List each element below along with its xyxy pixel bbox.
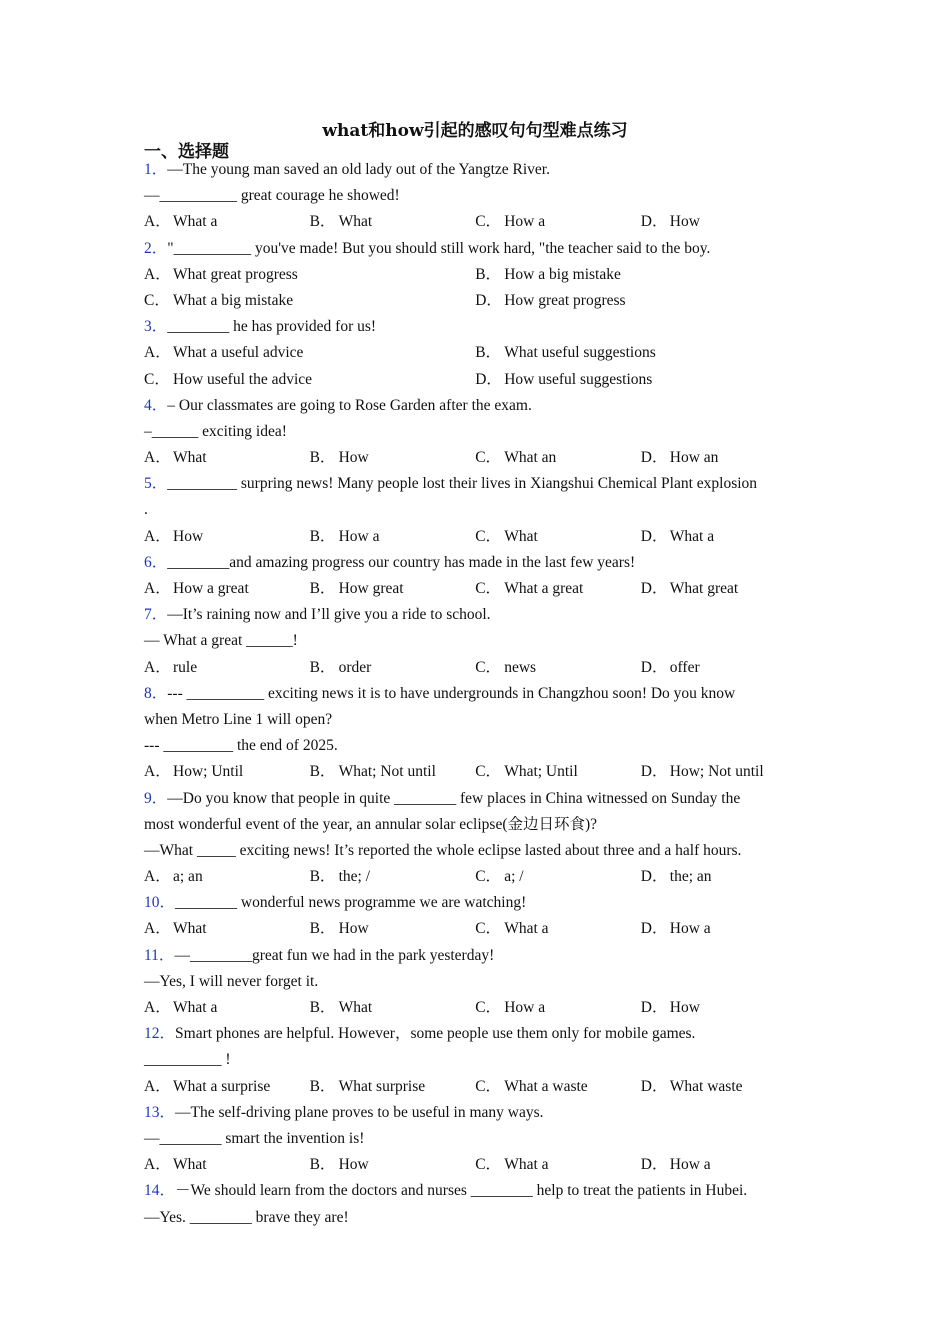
document-title: what和how引起的感叹句句型难点练习 (322, 121, 628, 141)
option-text: How a (669, 1156, 711, 1174)
options-row (144, 864, 814, 890)
option-label: C． (475, 920, 502, 938)
answer-option[interactable] (641, 864, 807, 890)
question-stem-line (144, 890, 814, 916)
answer-option[interactable] (641, 995, 807, 1021)
question-text: Smart phones are helpful. However，some people use them only for mobile games. (175, 1025, 696, 1043)
option-text: What a surprise (173, 1077, 271, 1095)
question-item (144, 471, 814, 550)
question-text: ________and amazing progress our country has made in the last few years! (167, 553, 636, 571)
option-label: B． (309, 1077, 336, 1095)
question-number: 10． (144, 894, 176, 912)
question-number: 3． (144, 318, 168, 336)
answer-option[interactable] (310, 1152, 476, 1178)
option-label: D． (475, 370, 502, 388)
option-text: What a (173, 213, 218, 231)
answer-option[interactable] (144, 655, 310, 681)
option-label: B． (309, 999, 336, 1016)
question-stem-line (144, 497, 814, 523)
option-text: How (338, 1156, 369, 1174)
answer-option[interactable] (475, 759, 641, 785)
option-label: B． (309, 763, 336, 781)
option-text: How; Not until (669, 763, 764, 781)
option-text: How a (338, 527, 380, 545)
answer-option[interactable] (475, 916, 641, 942)
question-text: —It’s raining now and I’ll give you a ride to school. (167, 606, 491, 624)
question-stem-line (144, 419, 814, 445)
question-number: 12． (144, 1025, 176, 1043)
option-label: C． (475, 527, 502, 545)
option-text: How useful the advice (173, 370, 313, 388)
option-label: C． (475, 868, 502, 886)
options-row (144, 262, 814, 288)
answer-option[interactable] (144, 1152, 310, 1178)
options-row (144, 1074, 814, 1100)
question-item (144, 890, 814, 942)
answer-option[interactable] (144, 288, 475, 314)
option-label: B． (309, 527, 336, 545)
answer-option[interactable] (475, 262, 806, 288)
question-text: —__________ great courage he showed! (144, 187, 400, 205)
question-stem-line (144, 183, 814, 209)
answer-option[interactable] (641, 209, 807, 235)
question-text: –______ exciting idea! (144, 422, 287, 440)
question-stem-line (144, 157, 814, 183)
option-text: How (338, 449, 369, 467)
question-item (144, 314, 814, 393)
option-text: How; Until (173, 763, 244, 781)
option-label: C． (475, 213, 502, 231)
answer-option[interactable] (475, 367, 806, 393)
option-label: B． (309, 580, 336, 597)
option-text: How a (504, 999, 546, 1016)
options-row (144, 367, 814, 393)
option-label: B． (309, 449, 336, 467)
options-row (144, 209, 814, 235)
option-text: the; / (338, 868, 371, 886)
option-text: How an (669, 449, 719, 467)
question-text: —Do you know that people in quite ________ few places in China witnessed on Sunday the (167, 789, 741, 807)
option-text: What (338, 999, 373, 1016)
option-label: B． (475, 265, 502, 283)
question-text: --- __________ exciting news it is to have undergrounds in Changzhou soon! Do you know (167, 684, 736, 702)
option-text: How a (504, 213, 546, 231)
option-label: D． (640, 1077, 668, 1095)
question-number: 14． (144, 1182, 176, 1200)
question-text: – Our classmates are going to Rose Garden after the exam. (167, 396, 532, 414)
answer-option[interactable] (144, 524, 310, 550)
option-label: C． (475, 763, 502, 781)
option-text: What (338, 213, 373, 231)
option-text: How a (669, 920, 711, 938)
option-label: D． (640, 527, 668, 545)
answer-option[interactable] (310, 524, 476, 550)
question-stem-line (144, 707, 814, 733)
question-item (144, 157, 814, 236)
option-text: What (504, 527, 538, 545)
question-text: ________ he has provided for us! (167, 318, 377, 336)
question-text: —________ smart the invention is! (144, 1129, 365, 1147)
option-label: D． (640, 763, 668, 781)
option-text: offer (669, 658, 700, 676)
options-row (144, 995, 814, 1021)
option-label: D． (640, 213, 668, 231)
option-text: What a (669, 527, 715, 545)
answer-option[interactable] (475, 864, 641, 890)
question-stem-line (144, 471, 814, 497)
question-stem-line (144, 628, 814, 654)
answer-option[interactable] (310, 655, 476, 681)
option-text: a; / (504, 868, 524, 886)
question-text: ________ wonderful news programme we are watching! (175, 894, 527, 912)
option-text: What (173, 920, 207, 938)
question-item (144, 681, 814, 786)
answer-option[interactable] (310, 1074, 476, 1100)
answer-option[interactable] (475, 995, 641, 1021)
option-text: news (504, 658, 537, 676)
option-label: A． (144, 344, 171, 362)
option-text: How great progress (504, 291, 626, 309)
question-stem-line (144, 1047, 814, 1073)
question-stem-line (144, 1021, 814, 1047)
question-stem-line (144, 1205, 814, 1231)
option-label: A． (144, 1077, 171, 1095)
answer-option[interactable] (475, 209, 641, 235)
option-text: How (669, 999, 700, 1016)
option-label: A． (144, 763, 171, 781)
answer-option[interactable] (641, 1074, 807, 1100)
answer-option[interactable] (475, 1074, 641, 1100)
option-label: B． (309, 1156, 336, 1174)
question-number: 2． (144, 239, 168, 257)
answer-option[interactable] (475, 340, 806, 366)
option-label: B． (309, 920, 336, 938)
answer-option[interactable] (641, 524, 807, 550)
option-label: C． (475, 999, 502, 1016)
options-row (144, 655, 814, 681)
question-stem-line (144, 943, 814, 969)
option-text: What a big mistake (173, 291, 294, 309)
option-text: How a great (173, 580, 249, 597)
option-text: What a (504, 920, 549, 938)
question-stem-line (144, 1178, 814, 1204)
answer-option[interactable] (641, 759, 807, 785)
question-text: —Yes. ________ brave they are! (144, 1208, 349, 1226)
option-text: What useful suggestions (504, 344, 656, 362)
options-row (144, 288, 814, 314)
question-item (144, 1178, 814, 1230)
answer-option[interactable] (144, 445, 310, 471)
question-item (144, 1021, 814, 1100)
question-stem-line (144, 1100, 814, 1126)
option-label: C． (475, 580, 502, 597)
question-stem-line (144, 393, 814, 419)
answer-option[interactable] (641, 445, 807, 471)
option-text: How (173, 527, 204, 545)
question-number: 9． (144, 789, 168, 807)
option-label: A． (144, 920, 171, 938)
question-number: 8． (144, 684, 168, 702)
option-label: D． (640, 999, 668, 1016)
answer-option[interactable] (144, 209, 310, 235)
option-label: A． (144, 213, 171, 231)
answer-option[interactable] (475, 1152, 641, 1178)
question-stem-line (144, 733, 814, 759)
option-text: What great progress (173, 265, 298, 283)
question-item (144, 602, 814, 681)
question-number: 4． (144, 396, 168, 414)
options-row (144, 759, 814, 785)
answer-option[interactable] (310, 759, 476, 785)
options-row (144, 340, 814, 366)
question-number: 13． (144, 1103, 176, 1121)
answer-option[interactable] (641, 655, 807, 681)
option-label: D． (640, 580, 668, 597)
option-label: D． (640, 868, 668, 886)
option-label: D． (640, 920, 668, 938)
answer-option[interactable] (475, 288, 806, 314)
option-label: A． (144, 658, 171, 676)
answer-option[interactable] (641, 916, 807, 942)
question-text: －We should learn from the doctors and nurses ________ help to treat the patients in Hubei. (175, 1182, 748, 1200)
question-text: "__________ you've made! But you should still work hard, "the teacher said to the boy. (167, 239, 711, 257)
option-label: D． (640, 449, 668, 467)
option-label: B． (475, 344, 502, 362)
question-number: 11． (144, 946, 175, 964)
answer-option[interactable] (144, 262, 475, 288)
option-text: order (338, 658, 372, 676)
question-stem-line (144, 550, 814, 576)
answer-option[interactable] (475, 655, 641, 681)
option-label: A． (144, 265, 171, 283)
question-text: most wonderful event of the year, an annular solar eclipse(金边日环食)? (144, 815, 598, 833)
question-text: — What a great ______! (144, 632, 298, 650)
option-text: What a (173, 999, 218, 1016)
option-text: What; Until (504, 763, 578, 781)
answer-option[interactable] (475, 445, 641, 471)
option-label: A． (144, 999, 171, 1016)
option-label: A． (144, 868, 171, 886)
question-text: _________ surpring news! Many people lost their lives in Xiangshui Chemical Plant explosion (167, 475, 758, 493)
question-number: 5． (144, 475, 168, 493)
option-label: C． (144, 291, 170, 309)
answer-option[interactable] (310, 209, 476, 235)
question-stem-line (144, 812, 814, 838)
option-text: the; an (669, 868, 712, 886)
question-number: 7． (144, 606, 168, 624)
answer-option[interactable] (144, 916, 310, 942)
question-stem-line (144, 314, 814, 340)
question-item (144, 1100, 814, 1179)
option-text: What surprise (338, 1077, 426, 1095)
option-text: What (173, 1156, 207, 1174)
option-text: What an (504, 449, 557, 467)
answer-option[interactable] (144, 1074, 310, 1100)
option-text: a; an (173, 868, 203, 886)
option-text: How great (338, 580, 404, 597)
option-text: What great (669, 580, 739, 597)
option-label: A． (144, 449, 171, 467)
question-number: 1． (144, 161, 168, 178)
question-text: —Yes, I will never forget it. (144, 972, 319, 990)
options-row (144, 1152, 814, 1178)
option-label: A． (144, 580, 171, 597)
options-row (144, 524, 814, 550)
option-label: A． (144, 1156, 171, 1174)
question-number: 6． (144, 553, 168, 571)
option-text: What a great (504, 580, 584, 597)
option-label: B． (309, 658, 336, 676)
question-item (144, 550, 814, 602)
options-row (144, 445, 814, 471)
question-stem-line (144, 838, 814, 864)
question-item (144, 786, 814, 891)
option-text: How (338, 920, 369, 938)
question-text: --- _________ the end of 2025. (144, 737, 338, 755)
option-text: What; Not until (338, 763, 436, 781)
question-text: —The young man saved an old lady out of the Yangtze River. (167, 161, 550, 178)
option-text: How useful suggestions (504, 370, 653, 388)
question-stem-line (144, 1126, 814, 1152)
option-label: D． (640, 658, 668, 676)
option-label: C． (475, 1156, 502, 1174)
question-list (144, 157, 814, 1231)
option-text: rule (173, 658, 198, 676)
question-stem-line (144, 969, 814, 995)
question-text: —What _____ exciting news! It’s reported the whole eclipse lasted about three and a half hours. (144, 841, 742, 859)
answer-option[interactable] (310, 916, 476, 942)
question-stem-line (144, 681, 814, 707)
option-label: D． (640, 1156, 668, 1174)
answer-option[interactable] (310, 995, 476, 1021)
answer-option[interactable] (144, 995, 310, 1021)
option-label: D． (475, 291, 502, 309)
question-item (144, 236, 814, 315)
option-label: C． (475, 449, 502, 467)
question-stem-line (144, 236, 814, 262)
option-text: What (173, 449, 207, 467)
question-item (144, 943, 814, 1022)
answer-option[interactable] (310, 864, 476, 890)
answer-option[interactable] (310, 445, 476, 471)
answer-option[interactable] (310, 576, 476, 602)
answer-option[interactable] (144, 759, 310, 785)
option-label: C． (144, 370, 170, 388)
option-text: How a big mistake (504, 265, 621, 283)
option-label: B． (309, 213, 336, 231)
options-row (144, 576, 814, 602)
question-text: —The self-driving plane proves to be useful in many ways. (175, 1103, 544, 1121)
answer-option[interactable] (144, 576, 310, 602)
question-text: when Metro Line 1 will open? (144, 710, 333, 728)
option-label: A． (144, 527, 171, 545)
answer-option[interactable] (641, 576, 807, 602)
answer-option[interactable] (144, 864, 310, 890)
option-label: C． (475, 1077, 502, 1095)
option-text: What waste (669, 1077, 743, 1095)
option-text: How (669, 213, 700, 231)
question-text: __________ ! (144, 1051, 231, 1069)
option-label: C． (475, 658, 502, 676)
answer-option[interactable] (144, 340, 475, 366)
options-row (144, 916, 814, 942)
option-text: What a waste (504, 1077, 588, 1095)
question-text: . (144, 501, 148, 519)
question-item (144, 393, 814, 472)
option-text: What a (504, 1156, 549, 1174)
option-label: B． (309, 868, 336, 886)
answer-option[interactable] (475, 524, 641, 550)
section-heading: 一、选择题 (144, 142, 229, 162)
answer-option[interactable] (144, 367, 475, 393)
answer-option[interactable] (475, 576, 641, 602)
question-text: —________great fun we had in the park yesterday! (174, 946, 495, 964)
answer-option[interactable] (641, 1152, 807, 1178)
question-stem-line (144, 602, 814, 628)
option-text: What a useful advice (173, 344, 304, 362)
question-stem-line (144, 786, 814, 812)
